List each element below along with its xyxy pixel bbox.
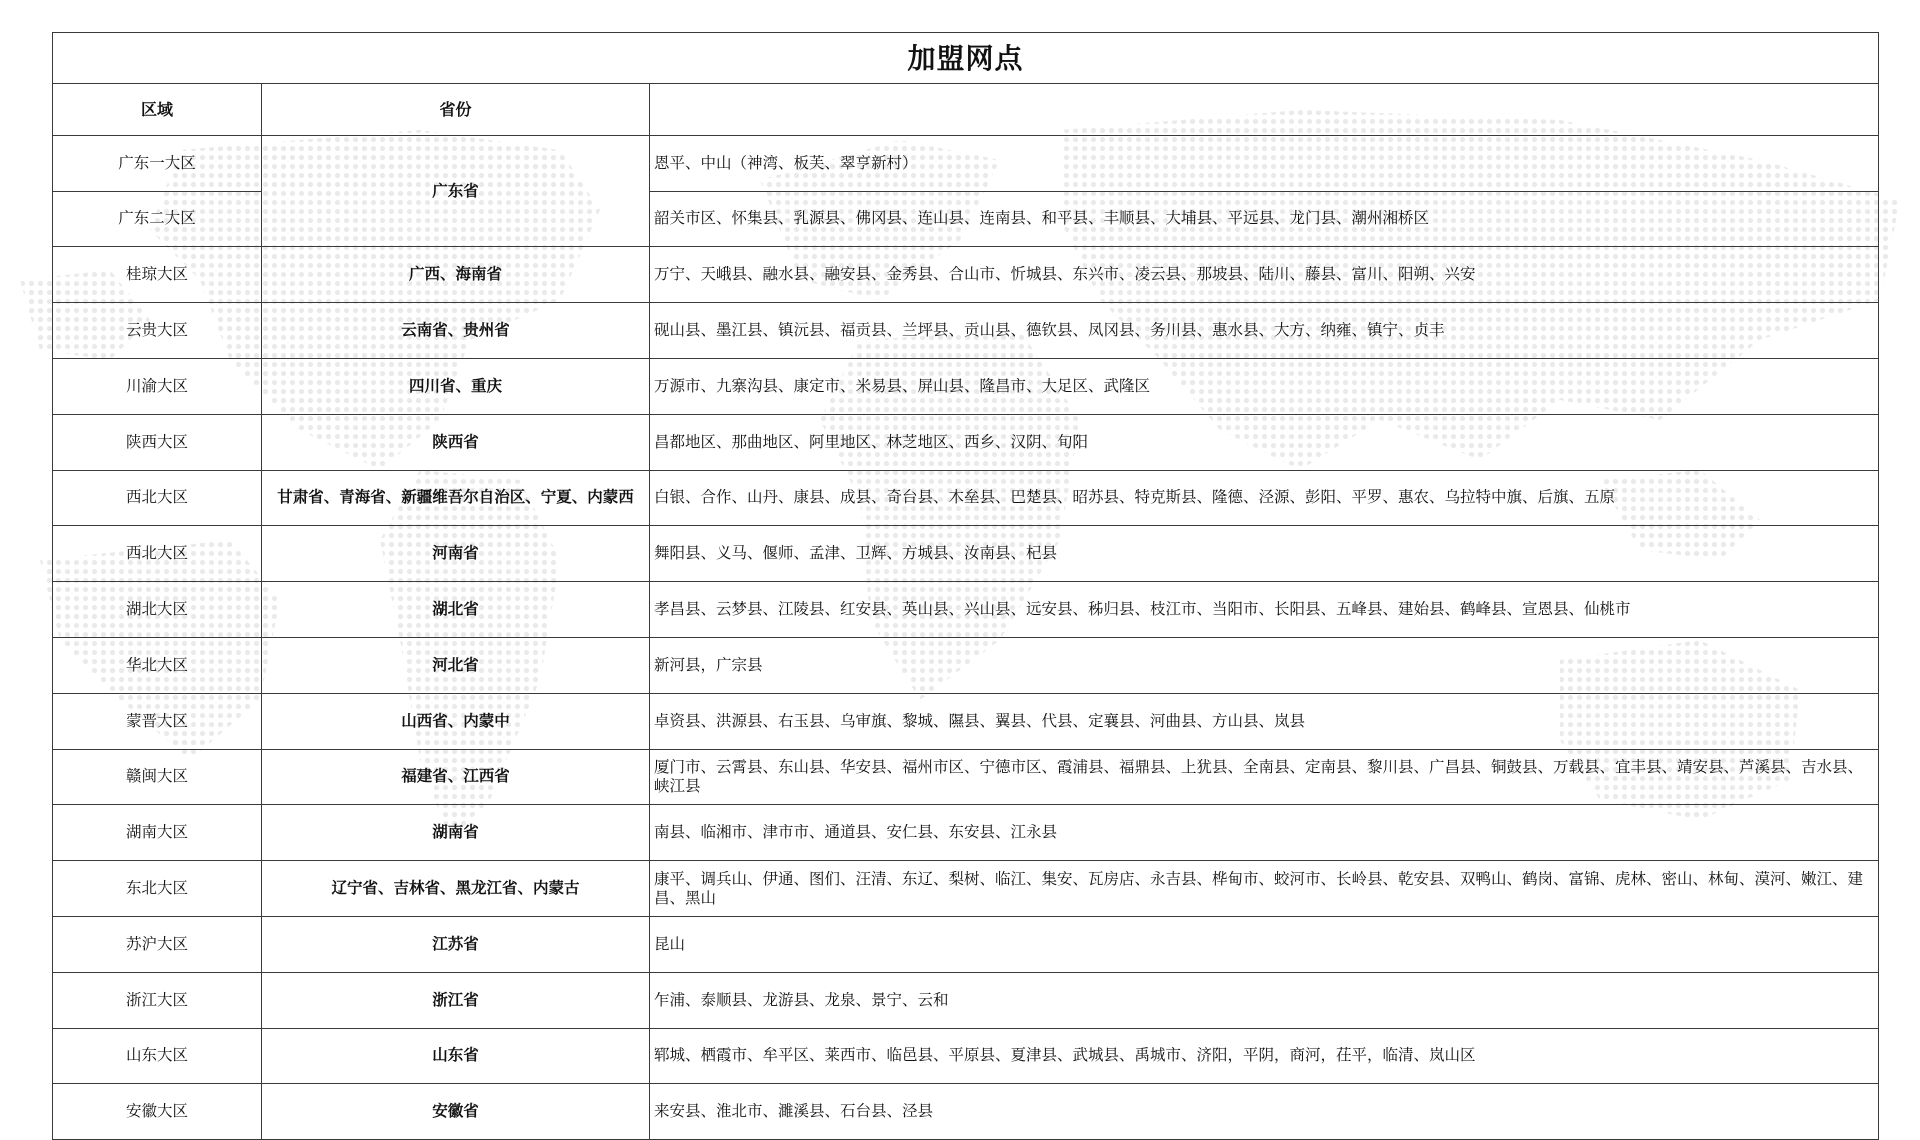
region-cell: 湖北大区 xyxy=(53,582,262,638)
province-cell: 云南省、贵州省 xyxy=(262,303,650,359)
region-cell: 华北大区 xyxy=(53,637,262,693)
province-cell: 四川省、重庆 xyxy=(262,358,650,414)
table-row xyxy=(53,526,1879,582)
table-row xyxy=(53,1028,1879,1084)
table-row xyxy=(53,916,1879,972)
region-cell: 陕西大区 xyxy=(53,414,262,470)
towns-cell: 孝昌县、云梦县、江陵县、红安县、英山县、兴山县、远安县、秭归县、枝江市、当阳市、长阳县、五峰县、建始县、鹤峰县、宣恩县、仙桃市 xyxy=(650,582,1879,638)
towns-cell: 郓城、栖霞市、牟平区、莱西市、临邑县、平原县、夏津县、武城县、禹城市、济阳，平阴，商河，茌平，临清、岚山区 xyxy=(650,1028,1879,1084)
towns-cell: 卓资县、洪源县、右玉县、乌审旗、黎城、隰县、翼县、代县、定襄县、河曲县、方山县、岚县 xyxy=(650,693,1879,749)
towns-cell: 恩平、中山（神湾、板芙、翠亨新村） xyxy=(650,135,1879,191)
region-cell: 安徽大区 xyxy=(53,1084,262,1140)
region-cell: 山东大区 xyxy=(53,1028,262,1084)
table-row xyxy=(53,805,1879,861)
table-row xyxy=(53,358,1879,414)
towns-cell: 来安县、淮北市、濉溪县、石台县、泾县 xyxy=(650,1084,1879,1140)
province-cell: 河北省 xyxy=(262,637,650,693)
region-cell: 广东二大区 xyxy=(53,191,262,247)
title-row xyxy=(53,33,1879,84)
towns-cell: 乍浦、泰顺县、龙游县、龙泉、景宁、云和 xyxy=(650,972,1879,1028)
province-cell: 山东省 xyxy=(262,1028,650,1084)
province-cell: 湖北省 xyxy=(262,582,650,638)
towns-cell: 舞阳县、义马、偃师、孟津、卫辉、方城县、汝南县、杞县 xyxy=(650,526,1879,582)
table-row xyxy=(53,470,1879,526)
province-cell: 陕西省 xyxy=(262,414,650,470)
region-cell: 东北大区 xyxy=(53,861,262,917)
region-cell: 广东一大区 xyxy=(53,135,262,191)
region-cell: 苏沪大区 xyxy=(53,916,262,972)
towns-cell: 康平、调兵山、伊通、图们、汪清、东辽、梨树、临江、集安、瓦房店、永吉县、桦甸市、蛟河市、长岭县、乾安县、双鸭山、鹤岗、富锦、虎林、密山、林甸、漠河、嫩江、建昌、黑山 xyxy=(650,861,1879,917)
towns-cell: 白银、合作、山丹、康县、成县、奇台县、木垒县、巴楚县、昭苏县、特克斯县、隆德、泾源、彭阳、平罗、惠农、乌拉特中旗、后旗、五原 xyxy=(650,470,1879,526)
table-row xyxy=(53,247,1879,303)
table-row xyxy=(53,749,1879,805)
province-cell: 江苏省 xyxy=(262,916,650,972)
region-cell: 浙江大区 xyxy=(53,972,262,1028)
region-cell: 桂琼大区 xyxy=(53,247,262,303)
towns-cell: 万源市、九寨沟县、康定市、米易县、屏山县、隆昌市、大足区、武隆区 xyxy=(650,358,1879,414)
franchise-network-sheet xyxy=(52,32,1878,1140)
table-row xyxy=(53,414,1879,470)
towns-cell: 南县、临湘市、津市市、通道县、安仁县、东安县、江永县 xyxy=(650,805,1879,861)
province-cell: 山西省、内蒙中 xyxy=(262,693,650,749)
province-cell: 广东省 xyxy=(262,135,650,247)
region-cell: 川渝大区 xyxy=(53,358,262,414)
province-cell: 湖南省 xyxy=(262,805,650,861)
towns-cell: 厦门市、云霄县、东山县、华安县、福州市区、宁德市区、霞浦县、福鼎县、上犹县、全南县、定南县、黎川县、广昌县、铜鼓县、万载县、宜丰县、靖安县、芦溪县、吉水县、峡江县 xyxy=(650,749,1879,805)
region-cell: 赣闽大区 xyxy=(53,749,262,805)
towns-cell: 韶关市区、怀集县、乳源县、佛冈县、连山县、连南县、和平县、丰顺县、大埔县、平远县、龙门县、潮州湘桥区 xyxy=(650,191,1879,247)
table-row xyxy=(53,135,1879,191)
province-cell: 辽宁省、吉林省、黑龙江省、内蒙古 xyxy=(262,861,650,917)
province-cell: 甘肃省、青海省、新疆维吾尔自治区、宁夏、内蒙西 xyxy=(262,470,650,526)
table-row xyxy=(53,582,1879,638)
header-province: 省份 xyxy=(262,84,650,136)
table-row xyxy=(53,693,1879,749)
towns-cell: 砚山县、墨江县、镇沅县、福贡县、兰坪县、贡山县、德钦县、凤冈县、务川县、惠水县、大方、纳雍、镇宁、贞丰 xyxy=(650,303,1879,359)
towns-cell: 昆山 xyxy=(650,916,1879,972)
towns-cell: 昌都地区、那曲地区、阿里地区、林芝地区、西乡、汉阴、旬阳 xyxy=(650,414,1879,470)
page-title: 加盟网点 xyxy=(53,33,1879,84)
towns-cell: 万宁、天峨县、融水县、融安县、金秀县、合山市、忻城县、东兴市、凌云县、那坡县、陆川、藤县、富川、阳朔、兴安 xyxy=(650,247,1879,303)
table-row xyxy=(53,861,1879,917)
region-cell: 湖南大区 xyxy=(53,805,262,861)
region-cell: 西北大区 xyxy=(53,526,262,582)
towns-cell: 新河县，广宗县 xyxy=(650,637,1879,693)
region-cell: 蒙晋大区 xyxy=(53,693,262,749)
table-row xyxy=(53,1084,1879,1140)
province-cell: 福建省、江西省 xyxy=(262,749,650,805)
franchise-table xyxy=(52,32,1879,1140)
region-cell: 云贵大区 xyxy=(53,303,262,359)
province-cell: 安徽省 xyxy=(262,1084,650,1140)
header-region: 区域 xyxy=(53,84,262,136)
province-cell: 河南省 xyxy=(262,526,650,582)
province-cell: 浙江省 xyxy=(262,972,650,1028)
table-row xyxy=(53,303,1879,359)
header-row xyxy=(53,84,1879,136)
province-cell: 广西、海南省 xyxy=(262,247,650,303)
header-towns xyxy=(650,84,1879,136)
region-cell: 西北大区 xyxy=(53,470,262,526)
table-row xyxy=(53,637,1879,693)
table-row xyxy=(53,972,1879,1028)
